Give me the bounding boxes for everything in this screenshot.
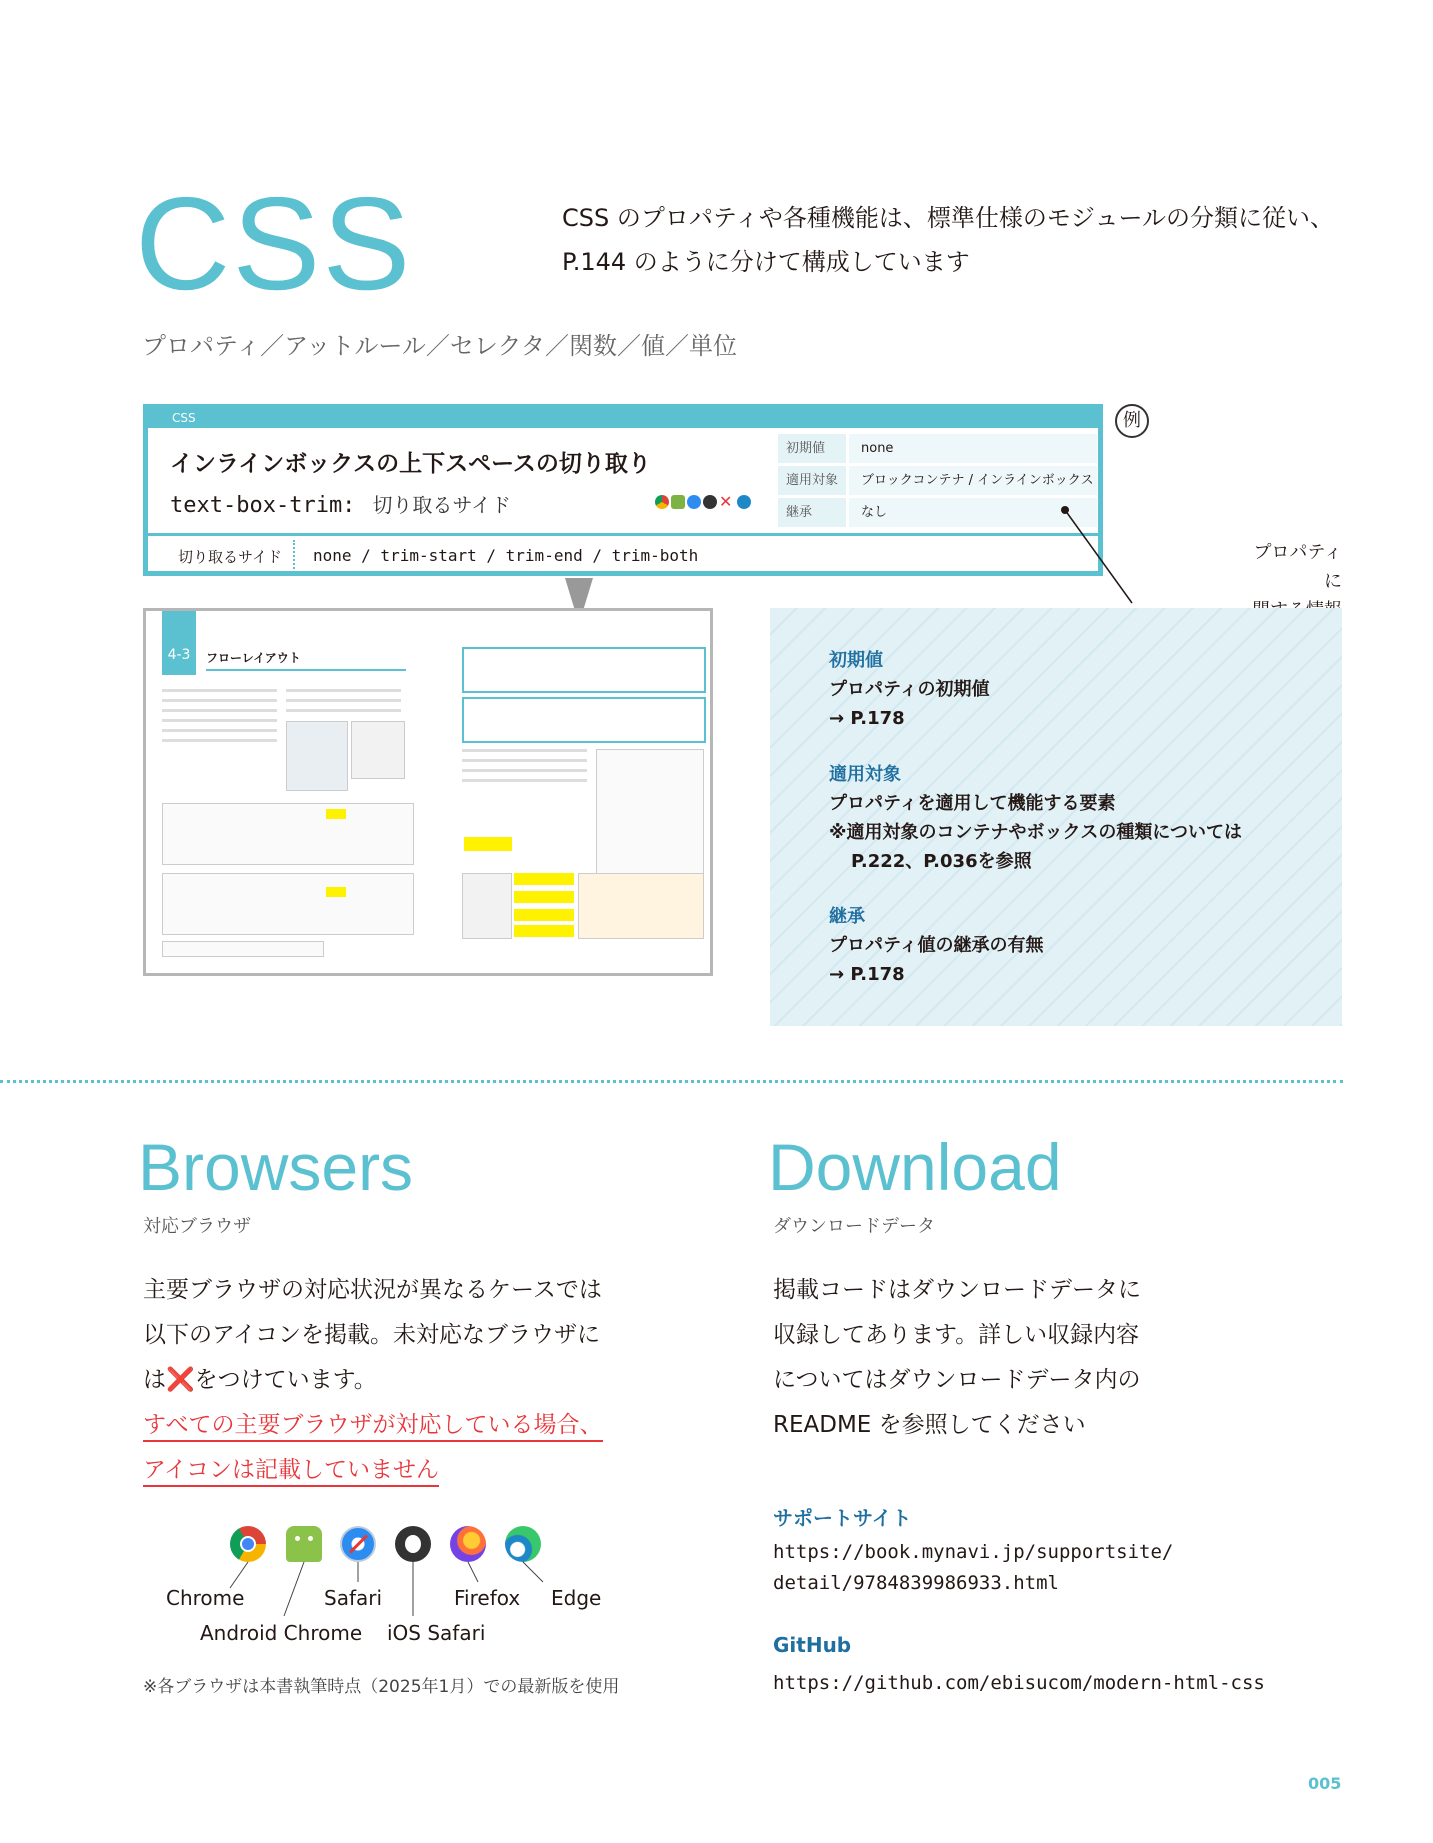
label-firefox: Firefox — [454, 1586, 521, 1610]
property-syntax — [170, 489, 511, 518]
download-subtitle: ダウンロードデータ — [773, 1216, 935, 1237]
property-info-table — [778, 434, 1097, 530]
support-url[interactable]: https://book.mynavi.jp/supportsite/ detail/9784839986933.html — [773, 1541, 1174, 1594]
browsers-title: Browsers — [138, 1130, 414, 1204]
android-icon — [286, 1526, 322, 1562]
page-number: 005 — [1308, 1774, 1342, 1793]
cross-icon: ❌ — [166, 1367, 195, 1393]
apple-icon — [395, 1526, 431, 1562]
red-note-2: アイコンは記載していません — [143, 1457, 439, 1487]
value-list: none / trim-start / trim-end / trim-both — [313, 546, 699, 565]
edge-icon — [505, 1526, 541, 1562]
browsers-note: ※各ブラウザは本書執筆時点（2025年1月）での最新版を使用 — [143, 1677, 620, 1697]
browsers-text: 主要ブラウザの対応状況が異なるケースでは 以下のアイコンを掲載。未対応なブラウザに は❌をつけています。 すべての主要ブラウザが対応している場合、 アイコンは記載していません — [143, 1268, 703, 1493]
label-android-chrome: Android Chrome — [200, 1621, 363, 1645]
values-row — [148, 533, 1098, 571]
syntax-property: text-box-trim: — [170, 493, 356, 518]
css-title: CSS — [135, 170, 413, 317]
label-chrome: Chrome — [166, 1586, 245, 1610]
browsers-subtitle: 対応ブラウザ — [143, 1216, 251, 1237]
page-thumbnail — [143, 608, 713, 976]
github-url[interactable]: https://github.com/ebisucom/modern-html-css — [773, 1672, 1265, 1694]
label-edge: Edge — [551, 1586, 602, 1610]
safari-icon — [340, 1526, 376, 1562]
example-property-box — [143, 404, 1103, 576]
property-info-panel — [770, 608, 1342, 1026]
cross-icon: ✕ — [719, 492, 733, 511]
chrome-icon — [655, 495, 669, 509]
download-title: Download — [768, 1130, 1062, 1204]
mini-browser-icons — [655, 492, 751, 511]
row-initial: 初期値 none — [778, 434, 1097, 463]
android-icon — [671, 495, 685, 509]
red-note-1: すべての主要ブラウザが対応している場合、 — [143, 1412, 603, 1442]
label-ios-safari: iOS Safari — [387, 1621, 486, 1645]
apple-icon — [703, 495, 717, 509]
side-note: プロパティに — [1253, 542, 1342, 592]
example-badge: 例 — [1115, 404, 1149, 438]
section-title: フローレイアウト — [206, 651, 301, 665]
leader-line — [1060, 505, 1140, 605]
divider — [293, 540, 295, 576]
info-applies-to: 適用対象 プロパティを適用して機能する要素 ※適用対象のコンテナやボックスの種類については P.222、P.036を参照 — [829, 764, 1242, 872]
chrome-icon — [230, 1526, 266, 1562]
value-label: 切り取るサイド — [178, 548, 282, 566]
intro-text — [562, 196, 1362, 284]
info-inherited: 継承 プロパティ値の継承の有無 → P.178 — [829, 906, 1044, 985]
github-heading: GitHub — [773, 1633, 852, 1657]
safari-icon — [687, 495, 701, 509]
row-applies-to: 適用対象 ブロックコンテナ / インラインボックス — [778, 466, 1097, 495]
support-heading: サポートサイト — [773, 1506, 912, 1530]
syntax-value: 切り取るサイド — [372, 493, 512, 517]
firefox-icon — [450, 1526, 486, 1562]
info-initial: 初期値 プロパティの初期値 → P.178 — [829, 650, 990, 729]
section-number: 4-3 — [162, 611, 196, 675]
box-label: CSS — [148, 409, 1098, 428]
row-inherited: 継承 なし — [778, 498, 1097, 527]
property-title: インラインボックスの上下スペースの切り取り — [170, 451, 651, 477]
label-safari: Safari — [324, 1586, 383, 1610]
download-text: 掲載コードはダウンロードデータに 収録してあります。詳しい収録内容 についてはダウンロードデータ内の README を参照してください — [773, 1277, 1141, 1438]
section-divider — [0, 1080, 1343, 1083]
edge-icon — [737, 495, 751, 509]
subcategories: プロパティ／アットルール／セレクタ／関数／値／単位 — [142, 332, 737, 360]
intro-line-2: P.144 のように分けて構成しています — [562, 248, 970, 276]
intro-line-1: CSS のプロパティや各種機能は、標準仕様のモジュールの分類に従い、 — [562, 204, 1334, 232]
